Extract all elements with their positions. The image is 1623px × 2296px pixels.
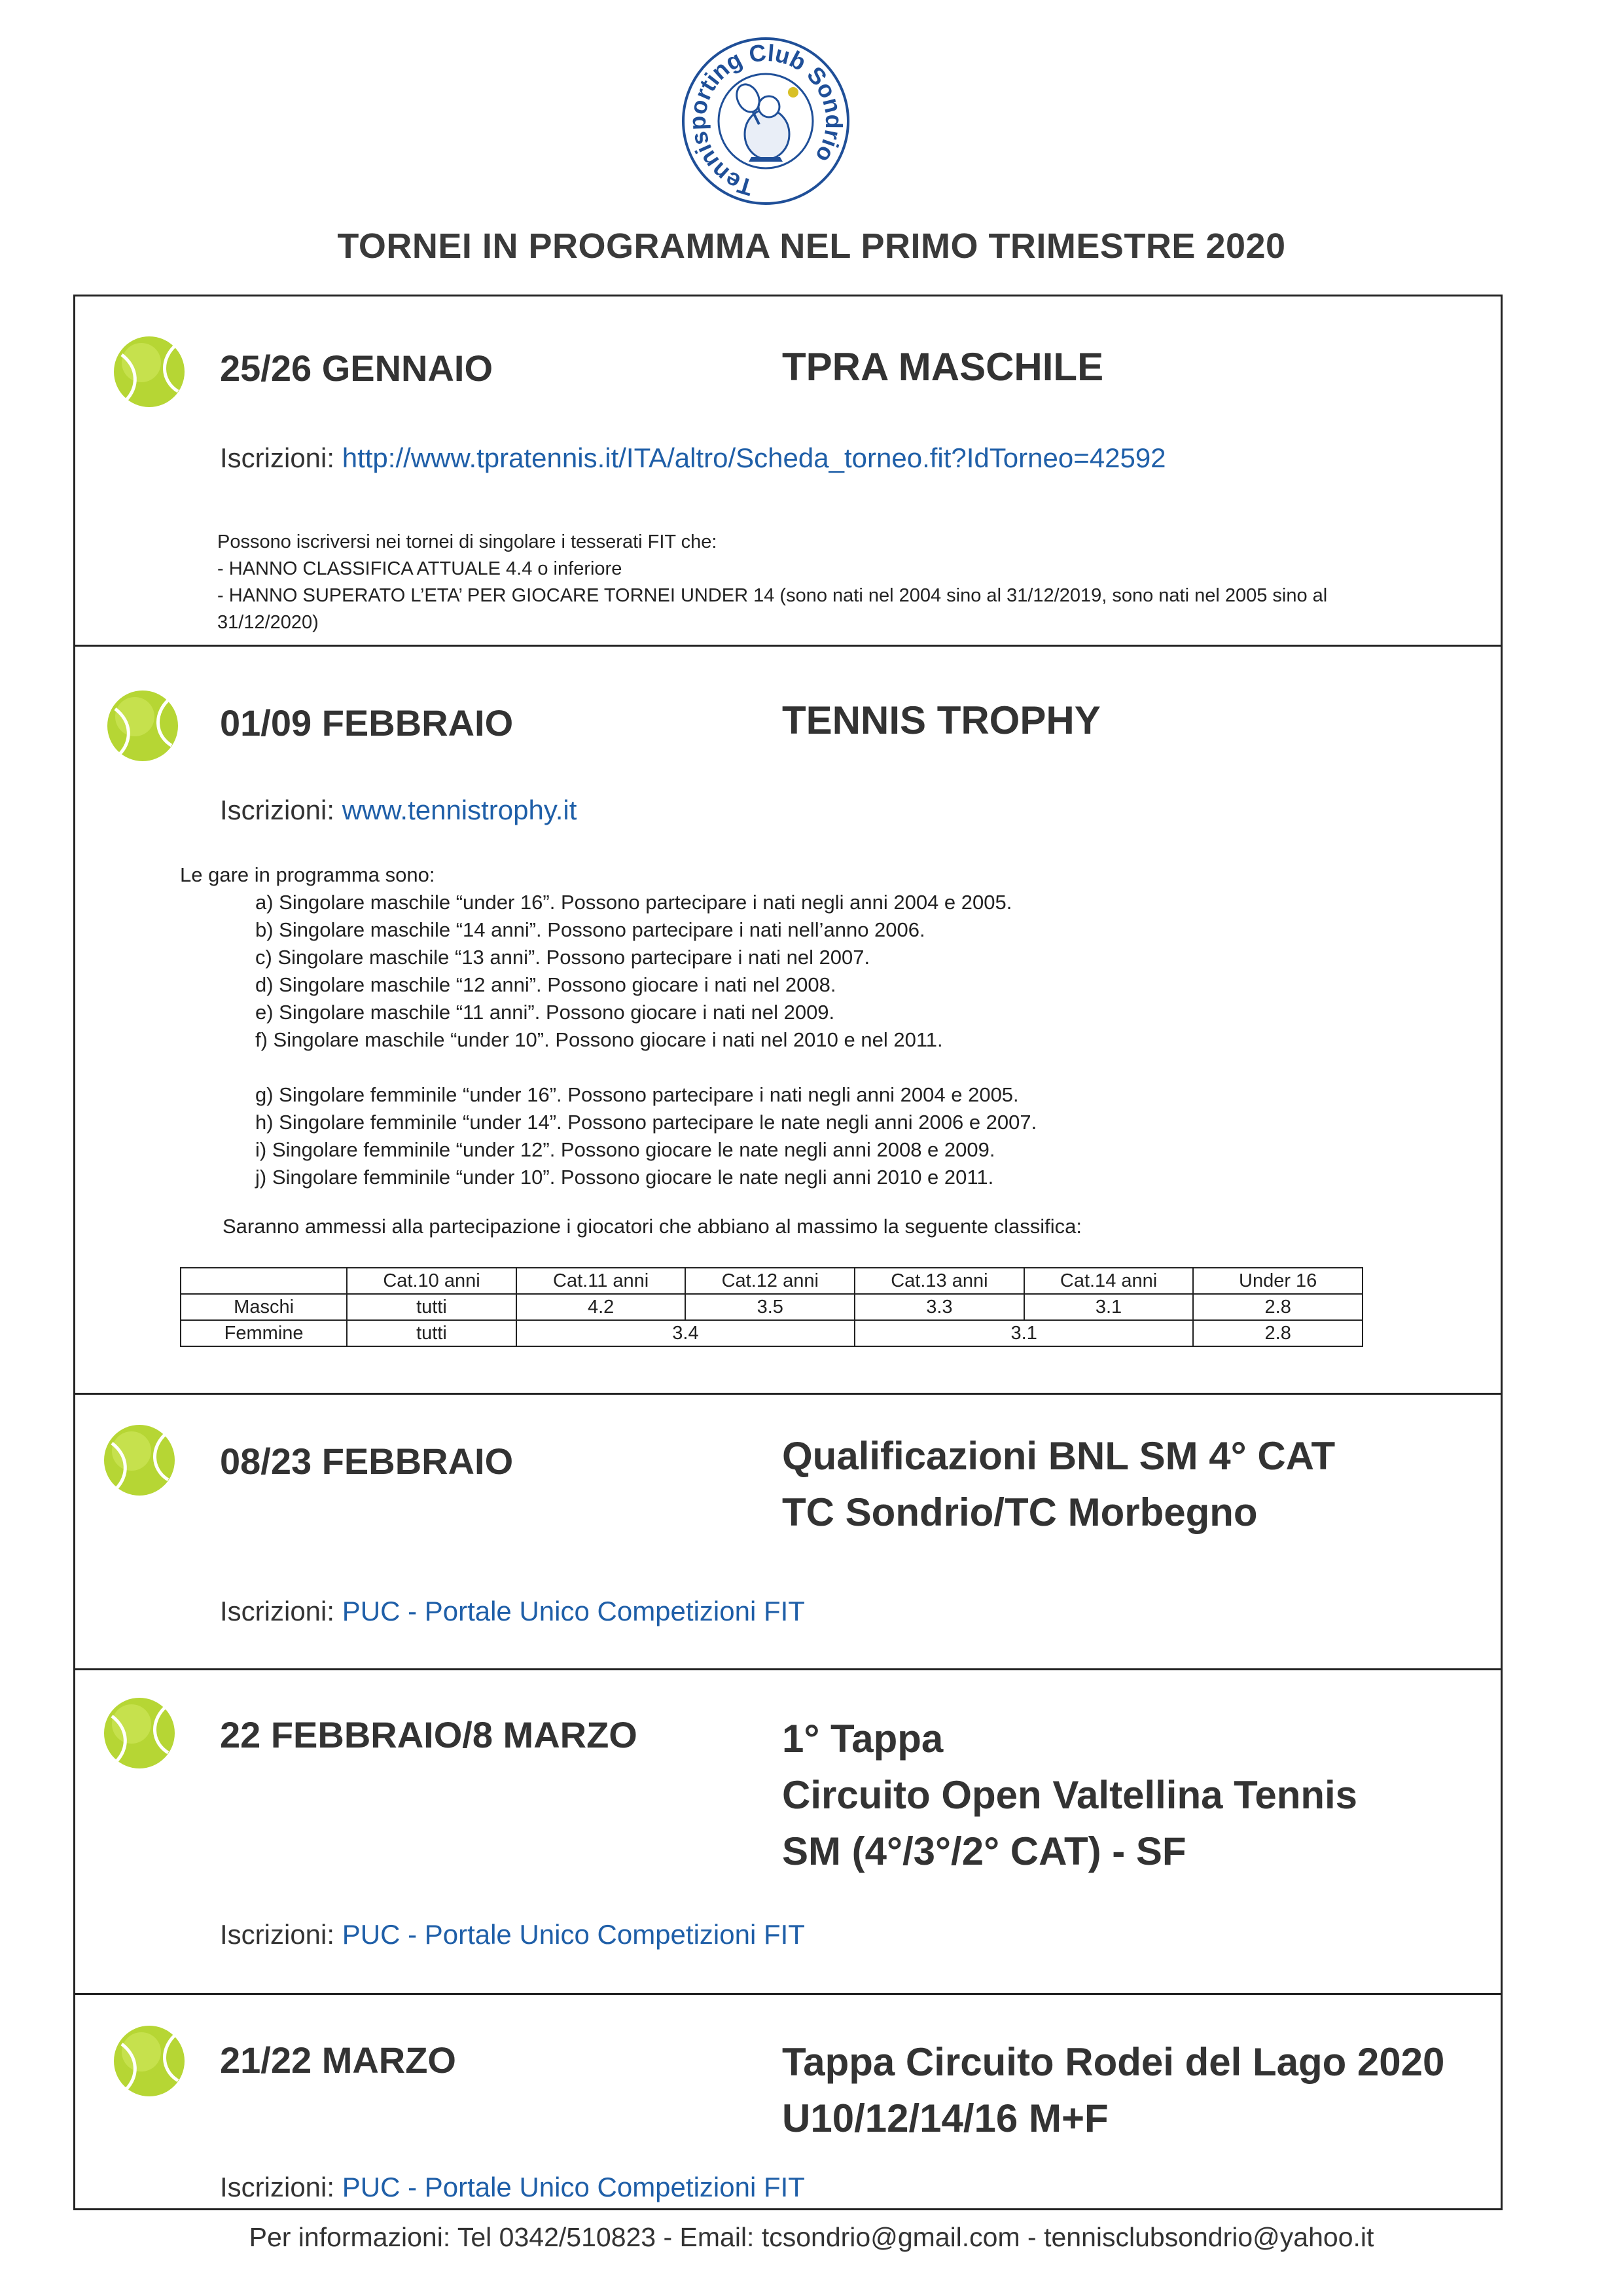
list-item: h) Singolare femminile “under 14”. Possono partecipare le nate negli anni 2006 e 2007. [255, 1111, 1037, 1134]
tennis-player-icon [732, 81, 798, 162]
list-item: i) Singolare femminile “under 12”. Possono giocare le nate negli anni 2008 e 2009. [255, 1138, 995, 1161]
page-title: TORNEI IN PROGRAMMA NEL PRIMO TRIMESTRE 2020 [337, 226, 1286, 266]
section-divider [73, 1993, 1503, 1995]
registration-link[interactable]: PUC - Portale Unico Competizioni FIT [342, 2172, 805, 2202]
event-name: TENNIS TROPHY [782, 698, 1101, 742]
section-divider [73, 1393, 1503, 1395]
registration-line: Iscrizioni: www.tennistrophy.it [220, 795, 577, 825]
event-date: 21/22 MARZO [220, 2039, 456, 2081]
tennis-ball-icon [103, 1424, 176, 1497]
registration-link[interactable]: http://www.tpratennis.it/ITA/altro/Scheda_torneo.fit?IdTorneo=42592 [342, 442, 1166, 473]
event-name: Qualificazioni BNL SM 4° CAT TC Sondrio/TC Morbegno [782, 1434, 1336, 1534]
event-date: 25/26 GENNAIO [220, 348, 493, 389]
list-item: e) Singolare maschile “11 anni”. Possono giocare i nati nel 2009. [255, 1001, 835, 1024]
ranking-table [180, 1267, 1363, 1347]
contact-footer: Per informazioni: Tel 0342/510823 - Email: tcsondrio@gmail.com - tennisclubsondrio@yahoo.it [249, 2222, 1374, 2252]
registration-line: Iscrizioni: http://www.tpratennis.it/ITA/altro/Scheda_torneo.fit?IdTorneo=42592 [220, 442, 1166, 473]
list-item: a) Singolare maschile “under 16”. Possono partecipare i nati negli anni 2004 e 2005. [255, 891, 1012, 914]
section-divider [73, 645, 1503, 647]
table-row: Femmine tutti 3.4 3.1 2.8 [181, 1320, 1363, 1346]
list-item: f) Singolare maschile “under 10”. Possono giocare i nati nel 2010 e nel 2011. [255, 1028, 943, 1051]
event-name: TPRA MASCHILE [782, 345, 1104, 389]
event-date: 22 FEBBRAIO/8 MARZO [220, 1714, 637, 1755]
registration-line: Iscrizioni: PUC - Portale Unico Competizioni FIT [220, 1596, 805, 1626]
event-name: 1° Tappa Circuito Open Valtellina Tennis SM (4°/3°/2° CAT) - SF [782, 1717, 1358, 1873]
list-item: j) Singolare femminile “under 10”. Possono giocare le nate negli anni 2010 e 2011. [255, 1166, 994, 1189]
club-logo [668, 36, 864, 206]
list-item: b) Singolare maschile “14 anni”. Possono partecipare i nati nell’anno 2006. [255, 918, 925, 941]
tennis-ball-icon [113, 335, 186, 408]
table-row: Cat.10 anni Cat.11 anni Cat.12 anni Cat.13 anni Cat.14 anni Under 16 [181, 1268, 1363, 1294]
section-divider [73, 1668, 1503, 1670]
event-date: 08/23 FEBBRAIO [220, 1441, 514, 1482]
list-item: g) Singolare femminile “under 16”. Possono partecipare i nati negli anni 2004 e 2005. [255, 1083, 1019, 1106]
competitions-list: Le gare in programma sono: a) Singolare maschile “under 16”. Possono partecipare i nati negli anni 2004 e 2005. b) Singolare maschile “14 anni”. Possono partecipare i nati nell’anno 2006. c) Singolare maschile “13 anni”. Possono partecipare i nati nel 2007. d) Singolare maschile “12 anni”. Possono giocare i nati nel 2008. e) Singolare maschile “11 anni”. Possono giocare i nati nel 2009. f) Singolare maschile “under 10”. Possono giocare i nati nel 2010 e nel 2011. g) Singolare femminile “under 16”. Possono partecipare i nati negli anni 2004 e 2005. h) Singolare femminile “under 14”. Possono partecipare le nate negli anni 2006 e 2007. i) Singolare femminile “under 12”. Possono giocare le nate negli anni 2008 e 2009. j) Singolare femminile “under 10”. Possono giocare le nate negli anni 2010 e 2011. [180, 861, 1037, 1191]
tennis-ball-icon [113, 2024, 186, 2098]
list-item: c) Singolare maschile “13 anni”. Possono partecipare i nati nel 2007. [255, 946, 870, 969]
event-name: Tappa Circuito Rodei del Lago 2020 U10/12/14/16 M+F [782, 2040, 1445, 2140]
tennis-ball-icon [103, 1696, 176, 1770]
registration-link[interactable]: PUC - Portale Unico Competizioni FIT [342, 1919, 805, 1950]
admission-text: Saranno ammessi alla partecipazione i giocatori che abbiano al massimo la seguente classifica: [223, 1215, 1082, 1238]
list-item: d) Singolare maschile “12 anni”. Possono giocare i nati nel 2008. [255, 973, 836, 996]
event-date: 01/09 FEBBRAIO [220, 702, 514, 744]
registration-link[interactable]: PUC - Portale Unico Competizioni FIT [342, 1596, 805, 1626]
table-row: Maschi tutti 4.2 3.5 3.3 3.1 2.8 [181, 1294, 1363, 1320]
event-notes: Possono iscriversi nei tornei di singolare i tesserati FIT che: - HANNO CLASSIFICA ATTUALE 4.4 o inferiore - HANNO SUPERATO L’ETA’ PER GIOCARE TORNEI UNDER 14 (sono nati nel 2004 sino al 31/12/2019, sono nati nel 2005 sino al 31/12/2020) [217, 531, 1328, 633]
tennis-ball-icon [106, 689, 179, 762]
registration-link[interactable]: www.tennistrophy.it [342, 795, 577, 825]
registration-line: Iscrizioni: PUC - Portale Unico Competizioni FIT [220, 2172, 805, 2202]
logo-ring-text: Tennisporting Club Sondrio [683, 39, 848, 202]
registration-line: Iscrizioni: PUC - Portale Unico Competizioni FIT [220, 1919, 805, 1950]
